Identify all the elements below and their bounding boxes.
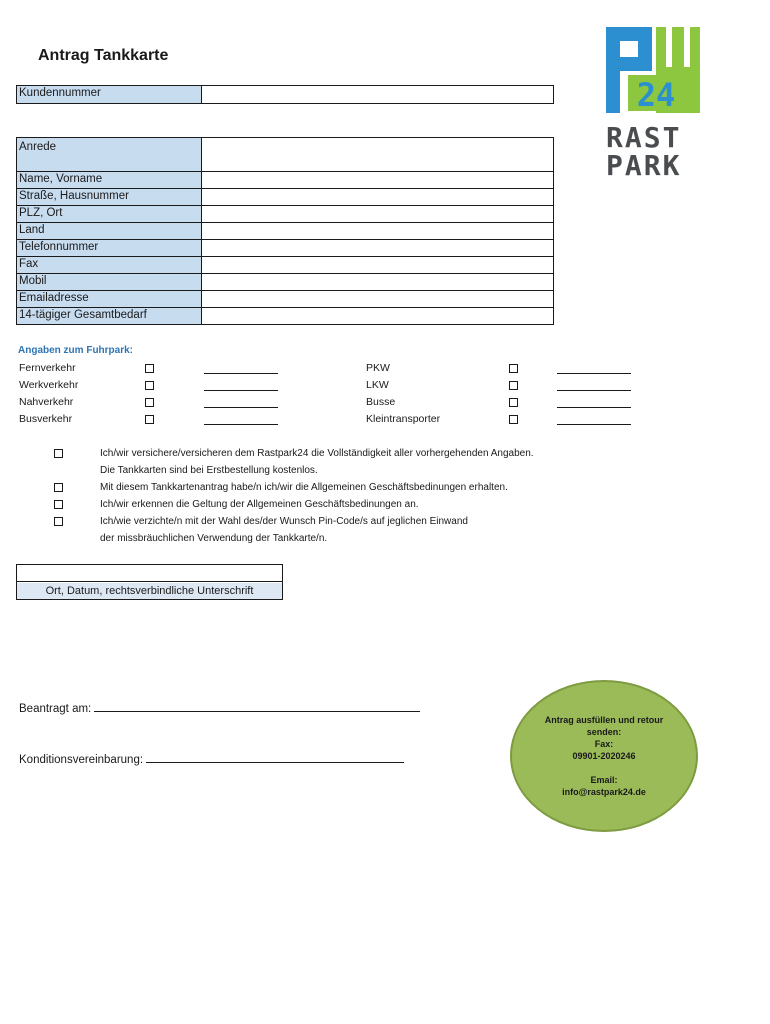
fleet-count-local[interactable] [204,399,278,408]
customer-number-label: Kundennummer [17,86,202,104]
field-label-fax: Fax [17,257,202,274]
field-label-salutation: Anrede [17,138,202,172]
fleet-checkbox-van[interactable] [509,415,518,424]
fleet-label-truck: LKW [366,379,389,391]
contact-fax-label: Fax: [594,739,614,749]
conditions-label: Konditionsvereinbarung: [19,754,144,766]
field-value-email[interactable] [202,291,554,308]
field-value-fax[interactable] [202,257,554,274]
signature-label: Ort, Datum, rechtsverbindliche Unterschrift [17,583,282,599]
conditions-row [19,752,404,766]
contact-info-badge [510,680,698,832]
field-label-email: Emailadresse [17,291,202,308]
fleet-heading: Angaben zum Fuhrpark: [18,345,134,356]
declaration-checkbox-terms-accepted[interactable] [54,500,63,509]
fleet-checkbox-long-haul[interactable] [145,364,154,373]
field-value-phone[interactable] [202,240,554,257]
fleet-checkbox-local[interactable] [145,398,154,407]
field-value-mobile[interactable] [202,274,554,291]
field-value-zip-city[interactable] [202,206,554,223]
conditions-field[interactable] [146,752,404,763]
fleet-count-van[interactable] [557,416,631,425]
field-label-mobile: Mobil [17,274,202,291]
logo-text-park: PARK [606,149,682,182]
field-value-name[interactable] [202,172,554,189]
fleet-count-bus-traffic[interactable] [204,416,278,425]
signature-box [16,564,283,600]
requested-on-label: Beantragt am: [19,703,92,715]
fleet-checkbox-truck[interactable] [509,381,518,390]
declaration-checkbox-pin-waiver[interactable] [54,517,63,526]
signature-field[interactable] [17,565,282,581]
logo-badge-text: 24 [636,76,676,114]
field-label-street: Straße, Hausnummer [17,189,202,206]
contact-line-2: senden: [586,727,622,737]
fleet-label-van: Kleintransporter [366,413,441,425]
field-label-zip-city: PLZ, Ort [17,206,202,223]
contact-line-1: Antrag ausfüllen und retour [544,715,664,725]
requested-on-field[interactable] [94,701,420,712]
declaration-checkbox-terms-received[interactable] [54,483,63,492]
page-title: Antrag Tankkarte [38,47,169,64]
requested-on-row [19,701,420,715]
fleet-label-local: Nahverkehr [19,396,74,408]
contact-fax-number: 09901-2020246 [572,751,636,761]
declaration-checkbox-completeness[interactable] [54,449,63,458]
fleet-checkbox-company[interactable] [145,381,154,390]
fleet-label-car: PKW [366,362,390,374]
fleet-label-bus-traffic: Busverkehr [19,413,73,425]
field-value-demand[interactable] [202,308,554,325]
contact-email-address: info@rastpark24.de [562,787,646,797]
logo-mark-icon [606,27,700,115]
declaration-free-cards: Die Tankkarten sind bei Erstbestellung kostenlos. [100,465,318,476]
personal-data-table [16,137,554,325]
fleet-label-buses: Busse [366,396,396,408]
declaration-pin-waiver: Ich/wie verzichte/n mit der Wahl des/der Wunsch Pin-Code/s auf jeglichen Einwand [100,516,468,527]
field-label-name: Name, Vorname [17,172,202,189]
declaration-completeness: Ich/wir versichere/versicheren dem Rastpark24 die Vollständigkeit aller vorhergehenden Angaben. [100,448,534,459]
field-label-country: Land [17,223,202,240]
customer-number-field[interactable] [202,86,554,104]
customer-number-table [16,85,554,104]
rastpark24-logo [606,27,700,182]
fleet-checkbox-buses[interactable] [509,398,518,407]
declaration-terms-accepted: Ich/wir erkennen die Geltung der Allgemeinen Geschäftsbedinungen an. [100,499,419,510]
contact-email-label: Email: [590,775,618,785]
fleet-count-car[interactable] [557,365,631,374]
fleet-count-long-haul[interactable] [204,365,278,374]
declaration-terms-received: Mit diesem Tankkartenantrag habe/n ich/wir die Allgemeinen Geschäftsbedinungen erhalten. [100,482,508,493]
fleet-count-buses[interactable] [557,399,631,408]
fleet-checkbox-car[interactable] [509,364,518,373]
declaration-pin-waiver-cont: der missbräuchlichen Verwendung der Tankkarte/n. [100,533,328,544]
field-value-country[interactable] [202,223,554,240]
logo-text-rast: RAST [606,121,682,154]
fleet-count-truck[interactable] [557,382,631,391]
field-label-phone: Telefonnummer [17,240,202,257]
fleet-count-company[interactable] [204,382,278,391]
fleet-label-company: Werkverkehr [19,379,79,391]
fleet-label-long-haul: Fernverkehr [19,362,76,374]
fleet-checkbox-bus-traffic[interactable] [145,415,154,424]
field-value-street[interactable] [202,189,554,206]
signature-divider [17,581,282,582]
field-value-salutation[interactable] [202,138,554,172]
field-label-demand: 14-tägiger Gesamtbedarf [17,308,202,325]
